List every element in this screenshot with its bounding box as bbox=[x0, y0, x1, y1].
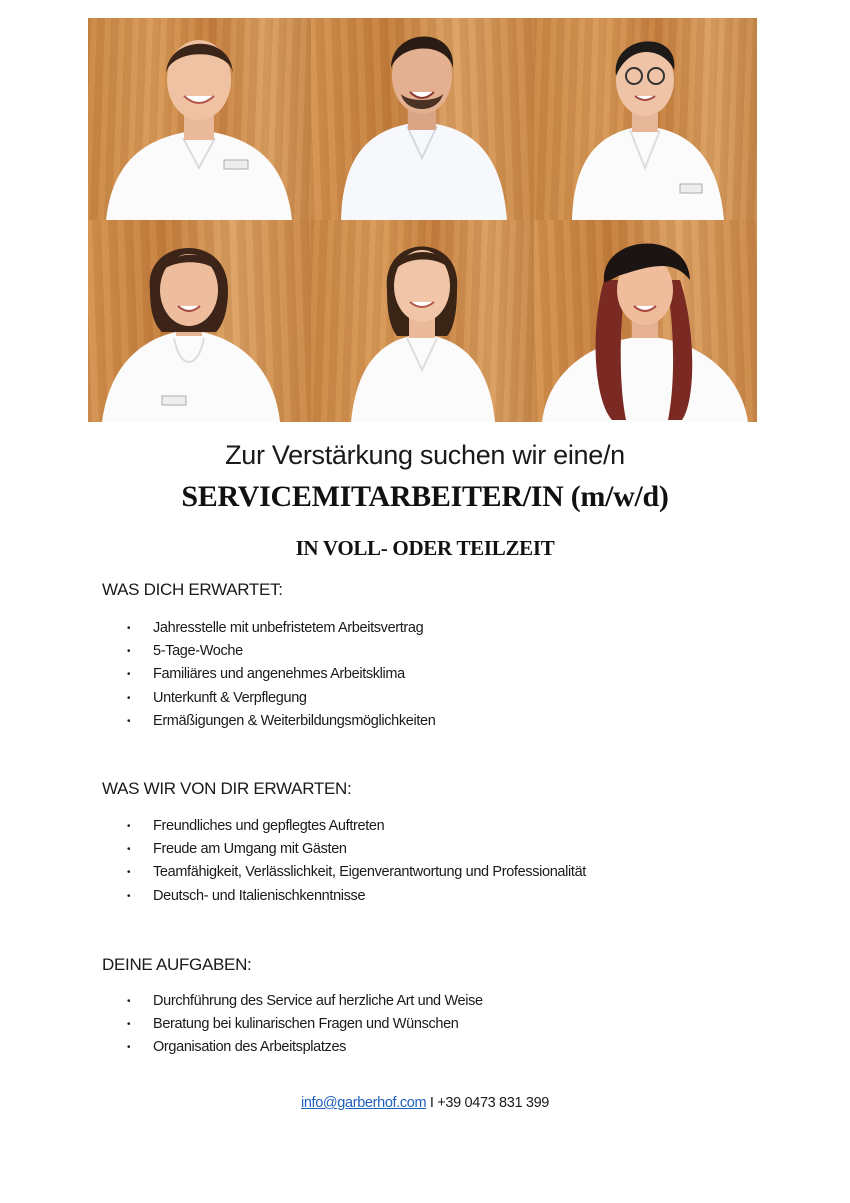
list-item bbox=[118, 1013, 483, 1036]
list-item bbox=[118, 838, 586, 861]
list-item-text: Organisation des Arbeitsplatzes bbox=[153, 1039, 347, 1056]
intro-text: Zur Verstärkung suchen wir eine/n bbox=[225, 440, 625, 470]
tasks-list bbox=[118, 990, 483, 1060]
section-heading-expectations: WAS DICH ERWARTET: bbox=[102, 580, 283, 599]
list-item bbox=[118, 990, 483, 1013]
job-subtitle: IN VOLL- ODER TEILZEIT bbox=[295, 536, 555, 560]
list-item bbox=[118, 640, 435, 663]
bullet: • bbox=[127, 669, 131, 681]
job-title: SERVICEMITARBEITER/IN (m/w/d) bbox=[181, 480, 669, 513]
benefits-list bbox=[118, 617, 435, 733]
list-item-text: Beratung bei kulinarischen Fragen und Wünschen bbox=[153, 1016, 459, 1033]
list-item bbox=[118, 617, 435, 640]
staff-photo-2 bbox=[311, 18, 534, 220]
bullet: • bbox=[127, 996, 131, 1007]
bullet: • bbox=[127, 715, 131, 727]
phone-number: +39 0473 831 399 bbox=[437, 1095, 550, 1111]
contact-line bbox=[0, 1095, 850, 1111]
list-item-text: Freude am Umgang mit Gästen bbox=[153, 841, 347, 858]
list-item-text: 5-Tage-Woche bbox=[153, 643, 243, 660]
staff-photo-6 bbox=[534, 220, 757, 422]
list-item-text: Jahresstelle mit unbefristetem Arbeitsvertrag bbox=[153, 620, 424, 636]
list-item bbox=[118, 710, 435, 733]
bullet: • bbox=[127, 867, 131, 879]
bullet: • bbox=[127, 890, 131, 902]
section-heading-tasks: DEINE AUFGABEN: bbox=[102, 955, 252, 974]
list-item-text: Freundliches und gepflegtes Auftreten bbox=[153, 818, 385, 834]
bullet: • bbox=[127, 844, 131, 856]
section-heading-requirements: WAS WIR VON DIR ERWARTEN: bbox=[102, 779, 352, 798]
list-item bbox=[118, 885, 586, 908]
email-link[interactable]: info@garberhof.com bbox=[300, 1095, 427, 1111]
bullet: • bbox=[127, 1019, 131, 1031]
list-item-text: Ermäßigungen & Weiterbildungsmöglichkeiten bbox=[153, 712, 436, 729]
bullet: • bbox=[127, 623, 131, 634]
list-item-text: Unterkunft & Verpflegung bbox=[153, 689, 307, 706]
bullet: • bbox=[127, 1042, 131, 1054]
list-item-text: Familiäres und angenehmes Arbeitsklima bbox=[153, 666, 405, 683]
list-item-text: Durchführung des Service auf herzliche Art und Weise bbox=[153, 993, 483, 1009]
list-item-text: Teamfähigkeit, Verlässlichkeit, Eigenverantwortung und Professionalität bbox=[153, 864, 586, 881]
staff-photo-3 bbox=[534, 18, 757, 220]
staff-photo-collage bbox=[88, 18, 757, 422]
list-item bbox=[118, 1036, 483, 1059]
staff-photo-1 bbox=[88, 18, 311, 220]
staff-photo-5 bbox=[311, 220, 534, 422]
staff-photo-4 bbox=[88, 220, 311, 422]
bullet: • bbox=[127, 646, 131, 658]
list-item-text: Deutsch- und Italienischkenntnisse bbox=[153, 887, 366, 904]
list-item bbox=[118, 687, 435, 710]
list-item bbox=[118, 815, 586, 838]
list-item bbox=[118, 663, 435, 686]
list-item bbox=[118, 861, 586, 884]
contact-separator: I bbox=[426, 1095, 438, 1111]
bullet: • bbox=[127, 821, 131, 832]
requirements-list bbox=[118, 815, 586, 908]
bullet: • bbox=[127, 692, 131, 704]
